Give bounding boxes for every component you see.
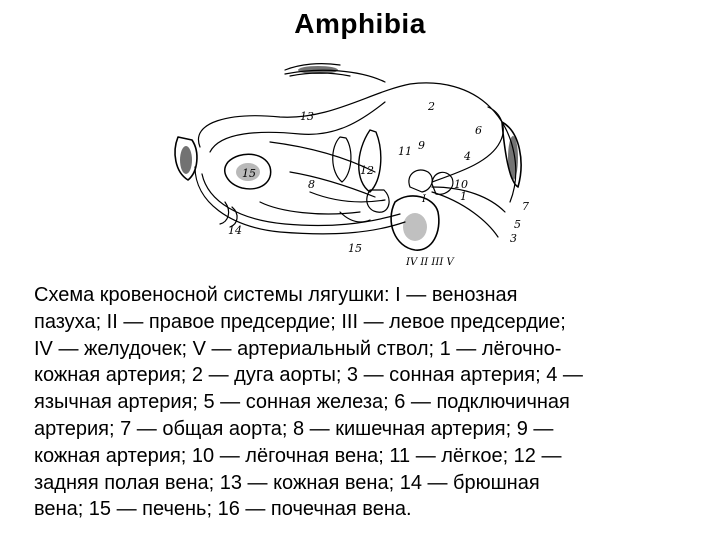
label-5: 5 bbox=[514, 218, 521, 231]
label-8: 8 bbox=[308, 178, 315, 191]
ventricle-stipple bbox=[403, 213, 427, 241]
label-14: 14 bbox=[228, 224, 242, 237]
heart-atrium-right bbox=[409, 170, 432, 192]
label-7: 7 bbox=[522, 200, 529, 213]
label-roman-bottom: IV II III V bbox=[406, 257, 454, 268]
slide-title: Amphibia bbox=[294, 8, 426, 39]
label-11: 11 bbox=[398, 145, 412, 158]
label-I: I bbox=[422, 194, 426, 205]
right-capillary-stipple bbox=[508, 136, 518, 180]
label-15-liver: 15 bbox=[242, 167, 256, 180]
label-2: 2 bbox=[428, 100, 435, 113]
label-10: 10 bbox=[454, 178, 468, 191]
abdominal-vein-inner bbox=[202, 174, 400, 226]
label-1: 1 bbox=[460, 190, 467, 203]
label-3: 3 bbox=[510, 232, 517, 245]
kidney bbox=[333, 137, 351, 182]
outer-vessel-loop bbox=[198, 83, 515, 202]
lung bbox=[359, 130, 381, 192]
circulatory-system-diagram bbox=[170, 62, 540, 272]
upper-vessel-left bbox=[210, 102, 385, 152]
diagram-caption: Схема кровеносной системы лягушки: I — венозная пазуха; II — правое предсердие; III — левое предсердие; IV — желудочек; V — артериальный ствол; 1 — лёгочно- кожная артерия; 2 — дуга аорты; 3 — сонная артерия; 4 — язычная артерия; 5 — сонная железа; 6 — подключичная артерия; 7 — общая аорта; 8 — кишечная артерия; 9 — кожная артерия; 10 — лёгочная вена; 11 — лёгкое; 12 — задняя полая вена; 13 — кожная вена; 14 — брюшная вена; 15 — печень; 16 — почечная вена. bbox=[34, 284, 583, 521]
arterial-arch-1 bbox=[432, 107, 503, 182]
frog-circulation-drawing bbox=[170, 62, 540, 272]
label-12: 12 bbox=[360, 164, 374, 177]
renal-vein bbox=[260, 202, 360, 214]
label-13: 13 bbox=[300, 110, 314, 123]
label-6: 6 bbox=[475, 124, 482, 137]
label-4: 4 bbox=[464, 150, 471, 163]
arterial-arch-2 bbox=[432, 187, 505, 212]
left-capillary-stipple bbox=[180, 146, 192, 174]
label-15-bottom: 15 bbox=[348, 242, 362, 255]
label-9: 9 bbox=[418, 139, 425, 152]
upper-capillary-stipple bbox=[298, 66, 338, 74]
